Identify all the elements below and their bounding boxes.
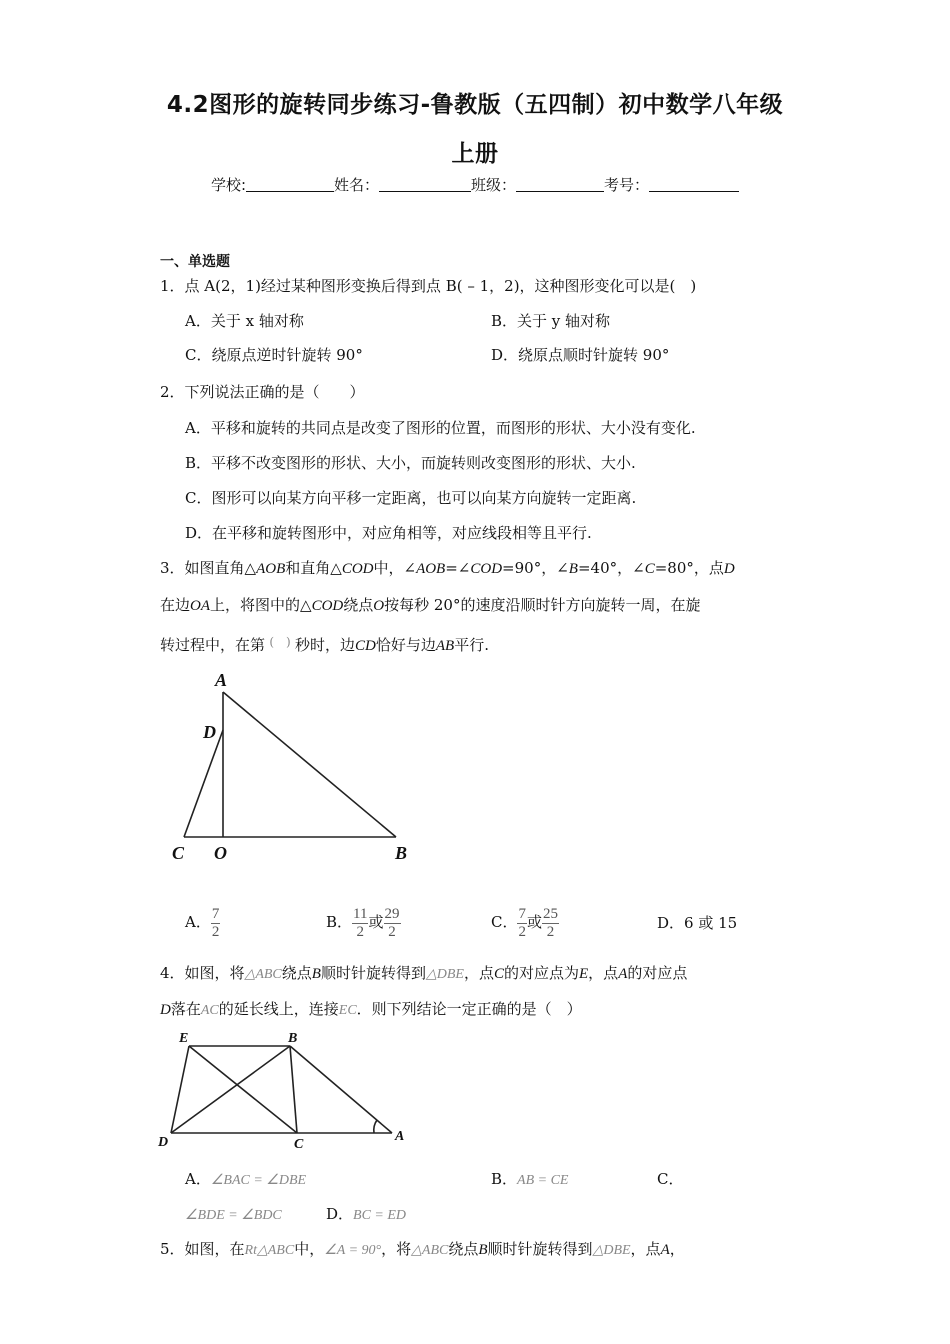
denominator: 2 bbox=[356, 923, 364, 940]
q5-text: 5．如图，在 bbox=[160, 1240, 245, 1258]
q4-math: A bbox=[618, 966, 628, 982]
q3-text: =∠ bbox=[445, 559, 471, 577]
option-label: A． bbox=[185, 913, 211, 931]
section-heading: 一、单选题 bbox=[160, 254, 230, 270]
q5-math: △DBE bbox=[592, 1243, 631, 1258]
q3-option-c[interactable] bbox=[491, 902, 559, 942]
q5-math: ∠A = 90° bbox=[324, 1243, 382, 1258]
q4-math: E bbox=[579, 966, 589, 982]
denominator: 2 bbox=[546, 923, 555, 940]
q4-text: 的延长线上，连接 bbox=[218, 1000, 339, 1018]
q3-text: =40°，∠ bbox=[577, 559, 645, 577]
q4-math: △DBE bbox=[425, 967, 464, 982]
option-formula: AB = CE bbox=[517, 1173, 569, 1188]
q4-text: 的对应点 bbox=[627, 964, 688, 982]
q4-text: ，点 bbox=[588, 964, 619, 982]
q3-math: AOB bbox=[256, 561, 286, 577]
q3-math: AB bbox=[435, 638, 455, 654]
q5-text: ，将 bbox=[381, 1240, 412, 1258]
q1-option-d[interactable]: D．绕原点顺时针旋转 90° bbox=[491, 346, 670, 364]
q3-stem-line3 bbox=[160, 632, 489, 656]
q1-option-c[interactable]: C．绕原点逆时针旋转 90° bbox=[185, 346, 363, 364]
option-label: C． bbox=[491, 913, 518, 931]
q4-text: 顺时针旋转得到 bbox=[320, 964, 426, 982]
q3-text: 3．如图直角△ bbox=[160, 559, 257, 577]
q3-text: 转过程中，在第 bbox=[160, 636, 266, 654]
q3-math: COD bbox=[311, 598, 344, 614]
q2-stem: 2．下列说法正确的是（ ） bbox=[160, 383, 365, 401]
q4-rotation-figure bbox=[155, 1026, 415, 1151]
q3-math: O bbox=[373, 598, 385, 614]
label-a: A bbox=[395, 1129, 405, 1144]
q1-option-b[interactable]: B．关于 y 轴对称 bbox=[491, 312, 611, 330]
fraction bbox=[211, 906, 221, 941]
q4-option-d[interactable] bbox=[326, 1204, 406, 1226]
option-formula: BC = ED bbox=[353, 1208, 407, 1223]
name-blank[interactable] bbox=[379, 191, 471, 192]
doc-title-line1: 4.2图形的旋转同步练习-鲁教版（五四制）初中数学八年级 bbox=[166, 92, 784, 118]
label-c: C bbox=[294, 1137, 304, 1151]
name-label: 姓名： bbox=[334, 176, 380, 194]
option-formula: ∠BAC = ∠DBE bbox=[210, 1173, 307, 1188]
denominator: 2 bbox=[518, 923, 526, 940]
q4-text: ，点 bbox=[463, 964, 494, 982]
label-b: B bbox=[395, 843, 408, 863]
q3-stem-line2 bbox=[160, 595, 700, 616]
segment-ed bbox=[171, 1046, 189, 1133]
segment-ec bbox=[189, 1046, 297, 1133]
q5-math: △ABC bbox=[411, 1243, 449, 1258]
q5-math: Rt△ABC bbox=[244, 1243, 295, 1258]
q4-math: △ABC bbox=[244, 967, 282, 982]
option-label: B． bbox=[491, 1170, 518, 1188]
q3-text: 在边 bbox=[160, 596, 191, 614]
q4-option-a[interactable] bbox=[185, 1169, 306, 1191]
label-e: E bbox=[179, 1031, 189, 1046]
q5-text: ，点 bbox=[630, 1240, 661, 1258]
doc-title-line2: 上册 bbox=[451, 141, 499, 167]
label-b: B bbox=[288, 1031, 298, 1046]
q5-text: 绕点 bbox=[448, 1240, 479, 1258]
or-text: 或 bbox=[368, 913, 384, 931]
q2-option-d[interactable]: D．在平移和旋转图形中，对应角相等，对应线段相等且平行. bbox=[185, 524, 592, 542]
q3-math: D bbox=[723, 561, 735, 577]
q3-option-b[interactable] bbox=[326, 902, 401, 942]
q4-text: ．则下列结论一定正确的是（ ） bbox=[356, 1000, 582, 1018]
q3-text: 按每秒 20°的速度沿顺时针方向旋转一周，在旋 bbox=[384, 596, 701, 614]
q3-text: 和直角△ bbox=[285, 559, 342, 577]
q4-text: 落在 bbox=[170, 1000, 201, 1018]
fraction bbox=[384, 906, 401, 941]
q4-math: B bbox=[311, 966, 321, 982]
q3-text: 上，将图中的△ bbox=[210, 596, 312, 614]
q4-text: 4．如图，将 bbox=[160, 964, 245, 982]
number-label: 考号： bbox=[604, 176, 650, 194]
q4-stem-line2 bbox=[160, 999, 582, 1021]
numerator: 7 bbox=[211, 905, 220, 922]
q3-math: CD bbox=[355, 638, 376, 654]
q3-text: 中，∠ bbox=[373, 559, 417, 577]
q2-option-a[interactable]: A．平移和旋转的共同点是改变了图形的位置，而图形的形状、大小没有变化. bbox=[185, 419, 696, 437]
fraction bbox=[352, 906, 368, 941]
q3-stem-line1 bbox=[160, 558, 735, 579]
q3-math: B bbox=[568, 561, 578, 577]
q4-math: AC bbox=[200, 1003, 219, 1018]
q5-text: ， bbox=[669, 1240, 685, 1258]
q5-text: 中， bbox=[294, 1240, 325, 1258]
number-blank[interactable] bbox=[649, 191, 739, 192]
fraction bbox=[517, 906, 527, 941]
q4-math: C bbox=[493, 966, 504, 982]
option-formula: ∠BDE = ∠BDC bbox=[185, 1208, 282, 1223]
q5-stem-line1 bbox=[160, 1239, 685, 1261]
q3-text: 绕点 bbox=[343, 596, 374, 614]
q3-text: =80°，点 bbox=[654, 559, 724, 577]
school-blank[interactable] bbox=[246, 191, 334, 192]
q5-math: A bbox=[660, 1242, 670, 1258]
q3-math: COD bbox=[341, 561, 374, 577]
q5-text: 顺时针旋转得到 bbox=[487, 1240, 593, 1258]
q3-text: =90°，∠ bbox=[502, 559, 569, 577]
q3-text: 恰好与边 bbox=[375, 636, 436, 654]
class-label: 班级： bbox=[471, 176, 517, 194]
q3-math: C bbox=[644, 561, 655, 577]
segment-bd bbox=[171, 1046, 290, 1133]
q3-math: COD bbox=[470, 561, 503, 577]
q5-math: B bbox=[478, 1242, 488, 1258]
q3-math: OA bbox=[190, 598, 211, 614]
q2-option-c[interactable]: C．图形可以向某方向平移一定距离，也可以向某方向旋转一定距离. bbox=[185, 489, 637, 507]
q3-triangle-figure bbox=[160, 665, 420, 870]
segment-ab bbox=[223, 692, 396, 837]
numerator: 7 bbox=[518, 905, 526, 922]
q3-text: 平行. bbox=[454, 636, 489, 654]
q3-answer-blank[interactable]: ( ) bbox=[269, 635, 291, 649]
denominator: 2 bbox=[211, 923, 220, 940]
q4-text: 绕点 bbox=[281, 964, 312, 982]
q3-option-d[interactable]: D．6 或 15 bbox=[657, 914, 738, 932]
school-label: 学校: bbox=[210, 176, 246, 194]
class-blank[interactable] bbox=[516, 191, 604, 192]
numerator: 25 bbox=[543, 905, 558, 922]
q4-math: EC bbox=[338, 1003, 357, 1018]
q1-stem: 1．点 A(2，1)经过某种图形变换后得到点 B( – 1，2)，这种图形变化可以是( ) bbox=[160, 277, 697, 295]
q2-option-b[interactable]: B．平移不改变图形的形状、大小，而旋转则改变图形的形状、大小. bbox=[185, 454, 636, 472]
q3-math: AOB bbox=[416, 561, 446, 577]
option-label: B． bbox=[326, 913, 353, 931]
q4-option-b[interactable] bbox=[491, 1169, 568, 1191]
q4-math: D bbox=[160, 1002, 171, 1018]
q4-option-c-label[interactable]: C． bbox=[657, 1170, 684, 1188]
label-d: D bbox=[203, 722, 216, 742]
q4-stem-line1 bbox=[160, 963, 687, 985]
q4-text: 的对应点为 bbox=[503, 964, 579, 982]
label-c: C bbox=[172, 843, 185, 863]
label-o: O bbox=[214, 843, 227, 863]
angle-arc-a bbox=[374, 1120, 377, 1133]
fraction bbox=[542, 906, 559, 941]
numerator: 11 bbox=[353, 905, 368, 922]
or-text: 或 bbox=[526, 913, 542, 931]
q1-option-a[interactable]: A．关于 x 轴对称 bbox=[185, 312, 304, 330]
segment-cd bbox=[184, 730, 223, 837]
numerator: 29 bbox=[384, 905, 400, 922]
student-info-line bbox=[0, 174, 950, 195]
segment-bc bbox=[290, 1046, 297, 1133]
label-a: A bbox=[215, 670, 228, 690]
denominator: 2 bbox=[388, 923, 396, 940]
option-label: A． bbox=[185, 1170, 211, 1188]
q4-option-c[interactable] bbox=[185, 1204, 282, 1226]
label-d: D bbox=[158, 1135, 169, 1150]
q3-text: 秒时，边 bbox=[295, 636, 356, 654]
option-label: D． bbox=[326, 1205, 354, 1223]
q3-option-a[interactable] bbox=[185, 902, 220, 942]
